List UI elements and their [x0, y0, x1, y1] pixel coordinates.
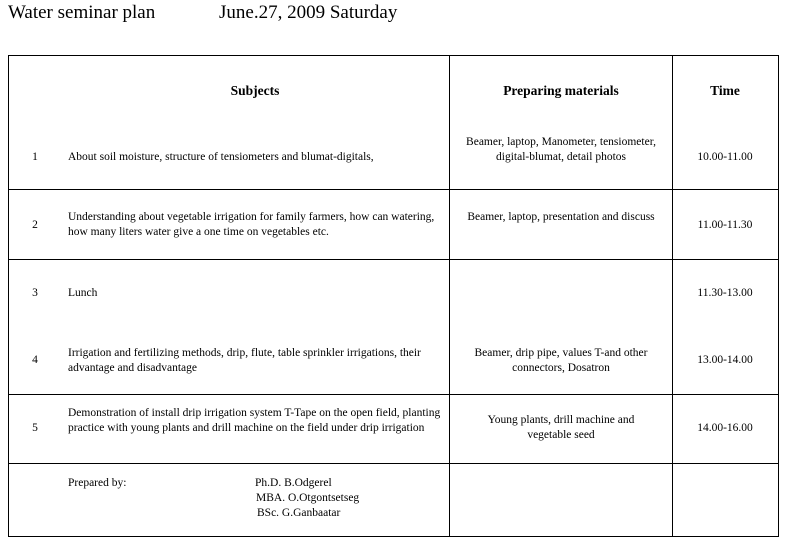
table-bottom-border: [8, 536, 778, 537]
row-subject: Irrigation and fertilizing methods, drip, flute, table sprinkler irrigations, their advantage and disadvantage: [68, 347, 421, 374]
table-top-border: [8, 55, 778, 56]
row-subject: Demonstration of install drip irrigation system T-Tape on the open field, planting practice with young plants and drill machine on the field under drip irrigation: [68, 407, 441, 434]
row-number: 5: [32, 422, 38, 434]
preparer-name: Ph.D. B.Odgerel: [255, 477, 332, 489]
column-header-materials: Preparing materials: [503, 83, 619, 98]
column-divider: [778, 55, 779, 537]
row-number: 3: [32, 287, 38, 299]
column-header-time: Time: [710, 83, 740, 98]
document-date: June.27, 2009 Saturday: [219, 2, 398, 23]
row-number: 2: [32, 219, 38, 231]
row-divider: [8, 189, 778, 190]
row-time: 13.00-14.00: [697, 354, 753, 366]
column-header-subjects: Subjects: [230, 83, 280, 98]
column-divider: [449, 55, 450, 537]
row-materials: Beamer, drip pipe, values T-and other connectors, Dosatron: [474, 347, 648, 374]
row-materials: Beamer, laptop, presentation and discuss: [467, 211, 655, 223]
row-number: 1: [32, 151, 38, 163]
document-title: Water seminar plan: [8, 2, 156, 23]
preparer-name: BSc. G.Ganbaatar: [257, 507, 341, 519]
row-time: 11.00-11.30: [697, 219, 753, 231]
row-materials: Young plants, drill machine and vegetable seed: [487, 414, 635, 441]
row-subject: Understanding about vegetable irrigation for family farmers, how can watering, how many liters water give a one time on vegetables etc.: [68, 211, 435, 238]
column-divider: [8, 55, 9, 537]
preparer-name: MBA. O.Otgontsetseg: [256, 492, 360, 504]
prepared-by-label: Prepared by:: [68, 477, 127, 489]
row-subject: About soil moisture, structure of tensiometers and blumat-digitals,: [68, 151, 374, 163]
row-time: 11.30-13.00: [697, 287, 753, 299]
row-divider: [8, 259, 778, 260]
row-divider: [8, 394, 778, 395]
row-subject: Lunch: [68, 287, 98, 299]
row-time: 10.00-11.00: [697, 151, 753, 163]
row-materials: Beamer, laptop, Manometer, tensiometer, digital-blumat, detail photos: [466, 136, 656, 163]
row-number: 4: [32, 354, 38, 366]
row-time: 14.00-16.00: [697, 422, 753, 434]
row-divider: [8, 463, 778, 464]
